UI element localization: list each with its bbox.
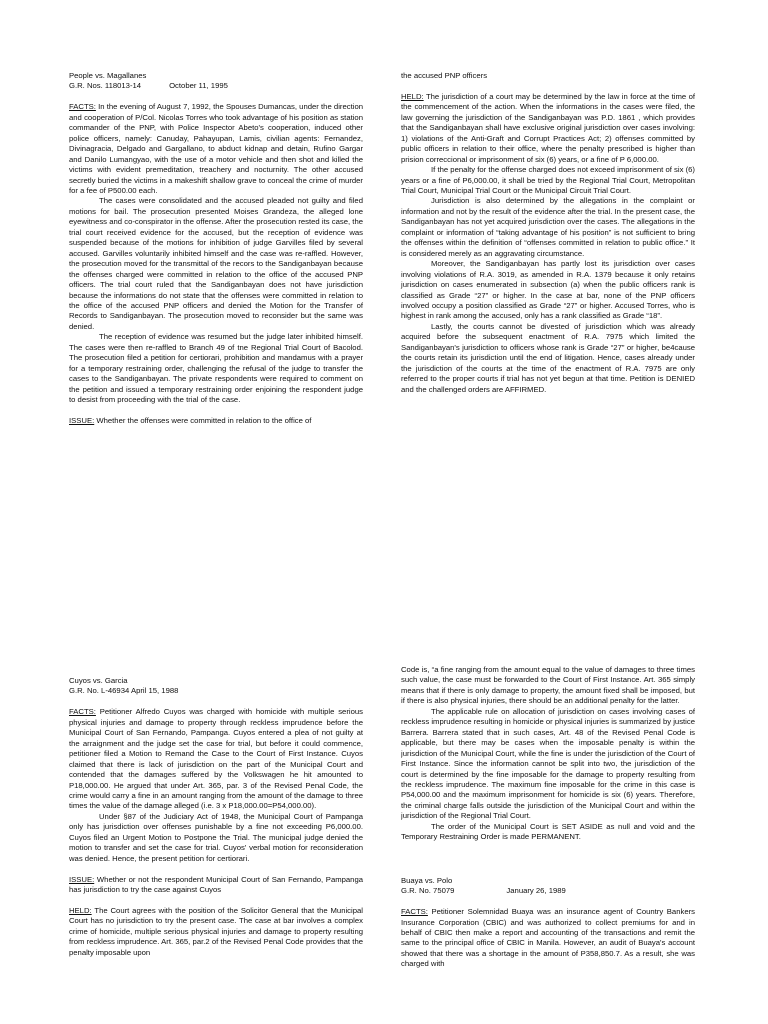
case-cuyos-column-2 [401,665,695,1024]
issue-label: ISSUE: [69,874,95,884]
facts-paragraph-3: The reception of evidence was resumed but the judge later inhibited himself. The cases were then re-raffled to Branch 49 of tne Regional Trial Court of Bacolod. The prosecution filed a petition for certiorari, prohibition and mandamus with a prayer for a temporary restraining order, challenging the refusal of the judge to transfer the cases to the Sandiganbayan. The private respondents were required to comment on the petition and issued a temporary restraining order enjoining the respondent judge to desist from proceeding with the trial of the case. [69,332,363,405]
facts-text: In the evening of August 7, 1992, the Spouses Dumancas, under the direction and cooperation of P/Col. Nicolas Torres who took advantage of his position as station commander of the PNP, with Police Inspector Abeto's cooperation, induced other police officers, namely: Canuday, Pahayupan, Lamis, civilian agents: Fernandez, Divinagracia, Delgado and Gargallano, to abduct kidnap and detain, Rufino Gargar and Danilo Lumangyao, with the use of a motor vehicle and then shot and killed the victims with evident premeditation, treachery and nocturnity. The other accused secretly buried the victims in a makeshift shallow grave to conceal the crime of murder for a fee of P500.00 each. [69,102,363,195]
case-title: Buaya vs. Polo [401,875,453,885]
facts-paragraph-2: The cases were consolidated and the accused pleaded not guilty and filed motions for bail. The prosecution presented Moises Grandeza, the alleged lone eyewitness and co-conspirator in the offense. After the prosecution rested its case, the trial court received evidence for the accused, but the reception of evidence was suspended because of the motions for inhibition of judge Garvilles filed by several accused. Garvilles voluntarily inhibited himself and the case was re-raffled. However, the prosecution moved for the transmittal of the recors to the Sandiganbayan because the offenses charged were committed in relation to the office of the accused PNP officers. The trial court ruled that the Sandiganbayan does not have jurisdiction because the informations do not state that the offenses were committed in relation to the office of the accused PNP officers and denied the Motion for the Transfer of Records to Sandiganbayan. The prosecution moved to reconsider but the same was denied. [69,196,363,331]
case-number-line: G.R. No. L-46934 April 15, 1988 [69,686,179,696]
held-paragraph-5: Lastly, the courts cannot be divested of jurisdiction which was already acquired before the subsequent enactment of R.A. 7975 which limited the Sandiganbayan's jurisdiction to officers whose rank is Grade “27” or higher, be4cause the courts retain its jurisdiction until the end of litigation. Hence, cases already under the jurisdiction of the courts at the time of the enactment of R.A. 7975 are only referred to the proper courts if trial has not yet begun at that time. Petition is DENIED and the challenged orders are AFFIRMED. [401,321,695,394]
case-cuyos-column-1 [69,676,363,958]
held-label: HELD: [69,905,92,915]
case-date: October 11, 1995 [169,81,228,91]
held-paragraph [69,906,363,958]
held-paragraph-3: The order of the Municipal Court is SET ASIDE as null and void and the Temporary Restraining Order is made PERMANENT. [401,821,695,842]
held-paragraph-3: Jurisdiction is also determined by the allegations in the complaint or information and not by the result of the evidence after the trial. In the present case, the Sandiganbayan has not yet acquired jurisdiction over the cases. The allegations in the complaint or information of “taking advantage of his position” is not sufficient to bring the offenses within the definition of “offenses committed in relation to public office.” It is considered merely as an aggravating circumstance. [401,196,695,258]
case-magallanes-column-2 [401,71,695,395]
facts-label: FACTS: [401,907,428,917]
issue-text: Whether the offenses were committed in relation to the office of [96,415,312,425]
held-paragraph-4: Moreover, the Sandiganbayan has partly lost its jurisdiction over cases involving violations of R.A. 3019, as amended in R.A. 1379 because it only retains jurisdiction on cases enumerated in subsection (a) when the public officers rank is classified as Grade “27” or higher. In the case at bar, none of the PNP officers involved occupy a position classified as Grade “27” or higher. Accused Torres, who is highest in rank among the accused, only has a rank classified as Grade “18”. [401,259,695,321]
held-text: The Court agrees with the position of the Solicitor General that the Municipal Court has no jurisdiction to try the present case. The case at bar involves a complex crime of homicide, multiple serious physical injuries and damage to property resulting from reckless imprudence. Art. 365, par.2 of the Revised Penal Code provides that the penalty imposable upon [69,905,363,957]
facts-text: Petitioner Solemnidad Buaya was an insurance agent of Country Bankers Insurance Corporation (CBIC) and was authorized to collect premiums for and in behalf of CBIC then make a report and accounting of the transactions and remit the same to the principal office of CBIC in Manila. However, an audit of Buaya's account showed that there was a shortage in the amount of P358,850.7. As a result, she was charged with [401,907,695,969]
held-paragraph-2: If the penalty for the offense charged does not exceed imprisonment of six (6) years or a fine of P6,000.00, it shall be tried by the Regional Trial Court, Metropolitan Trial Court, Municipal Trial Court or the Municipal Circuit Trial Court. [401,165,695,195]
case-date: January 26, 1989 [506,886,566,896]
held-paragraph [401,92,695,165]
issue-paragraph [69,875,363,896]
facts-paragraph [69,707,363,812]
case-title: Cuyos vs. Garcia [69,676,128,685]
case-number-line [69,81,363,91]
issue-continuation: the accused PNP officers [401,71,488,80]
issue-text: Whether or not the respondent Municipal Court of San Fernando, Pampanga has jurisdiction to try the case against Cuyos [69,874,363,895]
facts-paragraph [401,907,695,970]
held-text: The jurisdiction of a court may be determined by the law in force at the time of the commencement of the action. When the informations in the cases were filed, the law governing the jurisdiction of the Sandiganbayan was P.D. 1861 , which provides that the Sandiganbayan shall have exclusive original jurisdiction over cases involving: 1) violations of the Anti-Graft and Corrupt Practices Act; 2) offenses committed by public officers in relation to their office, where the penalty prescribed is higher than prision correccional or imprisonment of six (6) years, or a fine of P 6,000.00. [401,91,696,164]
held-continuation: Code is, “a fine ranging from the amount equal to the value of damages to three times such value, the case must be forwarded to the Court of First Instance. Art. 365 simply means that if there is only damage to property, the amount fixed shall be imposed, but if there is also physical injuries, there should be an additional penalty for the latter. [401,665,695,706]
case-magallanes-column-1 [69,71,363,426]
held-label: HELD: [401,91,424,101]
issue-paragraph [69,416,363,426]
case-gr-number: G.R. No. 75079 [401,886,455,896]
facts-paragraph [69,102,363,196]
facts-label: FACTS: [69,707,96,717]
facts-paragraph-2: Under §87 of the Judiciary Act of 1948, the Municipal Court of Pampanga only has jurisdiction over offenses punishable by a fine not exceeding P6,000.00. Cuyos filed an Urgent Motion to Postpone the Trial. The municipal judge denied the motion to transfer and set the case for trial. Cuyos' verbal motion for reconsideration was denied. Hence, the present petition for certiorari. [69,811,363,863]
case-gr-number: G.R. Nos. 118013-14 [69,81,142,91]
case-number-line [401,886,695,896]
facts-text: Petitioner Alfredo Cuyos was charged with homicide with multiple serious physical injuries and damage to property through reckless imprudence before the Municipal Court of San Fernando, Pampanga. Cuyos entered a plea of not guilty at the arraignment and the judge set the case for trial, but before it could commence, petitioner filed a Motion to Remand the Case to the Court of First Instance. Cuyos claimed that there is lack of jurisdiction on the part of the Municipal Court and contended that the damages suffered by the Volkswagen he hit amounted to P18,000.00. He argued that under Art. 365, par. 3 of the Revised Penal Code, the crime would carry a fine in an amount ranging from the amount of the damage to three times the value of the damage alleged (i.e. 3 x P18,000.00=P54,000.00). [69,707,363,811]
case-title: People vs. Magallanes [69,71,147,80]
held-paragraph-2: The applicable rule on allocation of jurisdiction on cases involving cases of reckless imprudence resulting in homicide or physical injuries is summarized by justice Barrera. Barrera stated that in such cases, Art. 48 of the Revised Penal Code is applicable, but there may be cases when the imposable penalty is within the jurisdiction of the Municipal Court, while the fine is under the jurisdiction of the Court of First Instance. Since the information cannot be split into two, the jurisdiction of the court is determined by the fine imposable for the damage to property resulting from the reckless imprudence. The maximum fine imposable for the crime in this case is P54,000.00 and the maximum imprisonment for homicide is six (6) years. Therefore, the criminal charge falls outside the jurisdiction of the Municipal Court and within the jurisdiction of the Regional Trial Court. [401,706,695,821]
facts-label: FACTS: [69,102,96,112]
issue-label: ISSUE: [69,415,95,425]
